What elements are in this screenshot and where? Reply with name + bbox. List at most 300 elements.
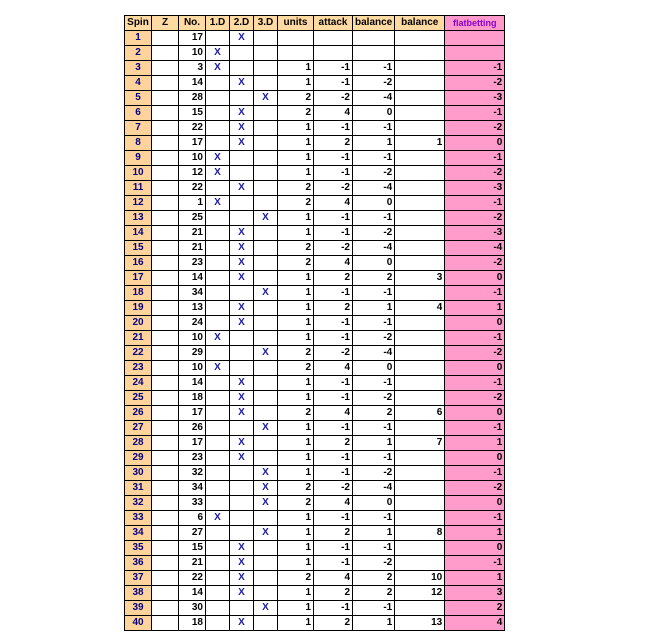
- dozen-3-cell: [254, 616, 278, 631]
- flatbetting-cell: 0: [445, 316, 505, 331]
- dozen-2-cell: X: [230, 376, 254, 391]
- table-row: [125, 331, 505, 346]
- roulette-tracking-table: [124, 15, 505, 631]
- units-cell: 1: [278, 556, 314, 571]
- balance-cell: [395, 106, 445, 121]
- balance-cell: 6: [395, 406, 445, 421]
- z-cell: [152, 601, 179, 616]
- header-dozen-1: 1.D: [206, 16, 230, 31]
- z-cell: [152, 571, 179, 586]
- dozen-3-cell: [254, 106, 278, 121]
- dozen-3-cell: [254, 556, 278, 571]
- dozen-3-cell: X: [254, 421, 278, 436]
- units-cell: 2: [278, 406, 314, 421]
- attack-cell: -1: [314, 376, 353, 391]
- spin-cell: 40: [125, 616, 152, 631]
- dozen-1-cell: X: [206, 196, 230, 211]
- units-cell: 2: [278, 481, 314, 496]
- table-row: [125, 241, 505, 256]
- units-cell: 1: [278, 166, 314, 181]
- spin-cell: 26: [125, 406, 152, 421]
- flatbetting-cell: -2: [445, 346, 505, 361]
- attack-cell: -1: [314, 556, 353, 571]
- dozen-2-cell: [230, 151, 254, 166]
- spin-cell: 12: [125, 196, 152, 211]
- dozen-1-cell: [206, 421, 230, 436]
- flatbetting-cell: -1: [445, 331, 505, 346]
- balance-cell: [395, 61, 445, 76]
- dozen-1-cell: [206, 391, 230, 406]
- flatbetting-cell: -2: [445, 256, 505, 271]
- number-cell: 22: [179, 121, 206, 136]
- dozen-1-cell: [206, 586, 230, 601]
- number-cell: 23: [179, 256, 206, 271]
- dozen-2-cell: [230, 601, 254, 616]
- number-cell: 28: [179, 91, 206, 106]
- dozen-2-cell: X: [230, 451, 254, 466]
- table-row: [125, 481, 505, 496]
- units-cell: 2: [278, 496, 314, 511]
- units-cell: 1: [278, 286, 314, 301]
- dozen-2-cell: X: [230, 541, 254, 556]
- z-cell: [152, 421, 179, 436]
- dozen-3-cell: [254, 541, 278, 556]
- number-cell: 18: [179, 616, 206, 631]
- number-cell: 30: [179, 601, 206, 616]
- table-row: [125, 106, 505, 121]
- number-cell: 34: [179, 286, 206, 301]
- z-cell: [152, 151, 179, 166]
- spin-cell: 15: [125, 241, 152, 256]
- attack-balance-cell: 2: [353, 271, 395, 286]
- dozen-2-cell: X: [230, 241, 254, 256]
- flatbetting-cell: 1: [445, 301, 505, 316]
- attack-balance-cell: -1: [353, 601, 395, 616]
- spin-cell: 3: [125, 61, 152, 76]
- z-cell: [152, 586, 179, 601]
- units-cell: 1: [278, 526, 314, 541]
- z-cell: [152, 166, 179, 181]
- balance-cell: [395, 166, 445, 181]
- table-row: [125, 211, 505, 226]
- dozen-2-cell: X: [230, 316, 254, 331]
- flatbetting-cell: 0: [445, 136, 505, 151]
- flatbetting-cell: -1: [445, 106, 505, 121]
- attack-cell: 2: [314, 586, 353, 601]
- attack-cell: -1: [314, 451, 353, 466]
- number-cell: 10: [179, 46, 206, 61]
- z-cell: [152, 466, 179, 481]
- number-cell: 33: [179, 496, 206, 511]
- flatbetting-cell: -1: [445, 376, 505, 391]
- number-cell: 14: [179, 271, 206, 286]
- dozen-1-cell: [206, 541, 230, 556]
- z-cell: [152, 121, 179, 136]
- attack-balance-cell: 2: [353, 586, 395, 601]
- number-cell: 23: [179, 451, 206, 466]
- header-units: units: [278, 16, 314, 31]
- attack-balance-cell: 0: [353, 361, 395, 376]
- dozen-3-cell: [254, 166, 278, 181]
- table-row: [125, 451, 505, 466]
- dozen-3-cell: X: [254, 526, 278, 541]
- dozen-1-cell: [206, 256, 230, 271]
- units-cell: 1: [278, 586, 314, 601]
- z-cell: [152, 511, 179, 526]
- units-cell: 1: [278, 421, 314, 436]
- dozen-3-cell: [254, 61, 278, 76]
- units-cell: 1: [278, 616, 314, 631]
- attack-cell: -2: [314, 481, 353, 496]
- number-cell: 12: [179, 166, 206, 181]
- table-row: [125, 556, 505, 571]
- table-row: [125, 541, 505, 556]
- spin-cell: 9: [125, 151, 152, 166]
- table-row: [125, 151, 505, 166]
- table-row: [125, 91, 505, 106]
- table-row: [125, 496, 505, 511]
- balance-cell: [395, 196, 445, 211]
- dozen-3-cell: [254, 31, 278, 46]
- spin-cell: 18: [125, 286, 152, 301]
- flatbetting-cell: -4: [445, 241, 505, 256]
- dozen-1-cell: [206, 316, 230, 331]
- attack-balance-cell: -4: [353, 346, 395, 361]
- dozen-2-cell: X: [230, 571, 254, 586]
- dozen-1-cell: X: [206, 511, 230, 526]
- spin-cell: 29: [125, 451, 152, 466]
- z-cell: [152, 31, 179, 46]
- flatbetting-cell: 2: [445, 601, 505, 616]
- table-body: [125, 31, 505, 631]
- units-cell: 1: [278, 76, 314, 91]
- header-attack: attack: [314, 16, 353, 31]
- units-cell: 1: [278, 61, 314, 76]
- dozen-1-cell: [206, 526, 230, 541]
- dozen-3-cell: [254, 256, 278, 271]
- dozen-3-cell: [254, 331, 278, 346]
- attack-cell: -1: [314, 421, 353, 436]
- dozen-1-cell: [206, 481, 230, 496]
- dozen-1-cell: [206, 346, 230, 361]
- attack-cell: 4: [314, 571, 353, 586]
- number-cell: 32: [179, 466, 206, 481]
- flatbetting-cell: -3: [445, 226, 505, 241]
- units-cell: 2: [278, 361, 314, 376]
- attack-cell: 2: [314, 526, 353, 541]
- attack-balance-cell: 0: [353, 256, 395, 271]
- attack-cell: 4: [314, 196, 353, 211]
- table-row: [125, 136, 505, 151]
- dozen-2-cell: [230, 46, 254, 61]
- spin-cell: 21: [125, 331, 152, 346]
- attack-cell: -1: [314, 151, 353, 166]
- number-cell: 3: [179, 61, 206, 76]
- units-cell: 2: [278, 181, 314, 196]
- attack-balance-cell: 1: [353, 136, 395, 151]
- dozen-2-cell: [230, 286, 254, 301]
- spin-cell: 27: [125, 421, 152, 436]
- attack-balance-cell: -1: [353, 511, 395, 526]
- dozen-2-cell: X: [230, 616, 254, 631]
- header-flatbetting: flatbetting: [445, 16, 505, 31]
- spin-cell: 38: [125, 586, 152, 601]
- z-cell: [152, 91, 179, 106]
- units-cell: 1: [278, 511, 314, 526]
- flatbetting-cell: -1: [445, 61, 505, 76]
- table-row: [125, 601, 505, 616]
- table-row: [125, 316, 505, 331]
- spin-cell: 36: [125, 556, 152, 571]
- z-cell: [152, 136, 179, 151]
- dozen-2-cell: [230, 526, 254, 541]
- spin-cell: 14: [125, 226, 152, 241]
- z-cell: [152, 316, 179, 331]
- dozen-2-cell: [230, 361, 254, 376]
- flatbetting-cell: 3: [445, 586, 505, 601]
- units-cell: 1: [278, 271, 314, 286]
- units-cell: 1: [278, 226, 314, 241]
- balance-cell: [395, 496, 445, 511]
- dozen-2-cell: X: [230, 136, 254, 151]
- balance-cell: [395, 151, 445, 166]
- flatbetting-cell: -2: [445, 481, 505, 496]
- spin-cell: 5: [125, 91, 152, 106]
- dozen-1-cell: [206, 181, 230, 196]
- number-cell: 21: [179, 226, 206, 241]
- attack-cell: -1: [314, 331, 353, 346]
- flatbetting-cell: 0: [445, 361, 505, 376]
- attack-cell: -1: [314, 286, 353, 301]
- spin-cell: 1: [125, 31, 152, 46]
- number-cell: 26: [179, 421, 206, 436]
- attack-cell: 2: [314, 301, 353, 316]
- attack-cell: -1: [314, 121, 353, 136]
- table-row: [125, 286, 505, 301]
- dozen-2-cell: X: [230, 226, 254, 241]
- balance-cell: [395, 211, 445, 226]
- balance-cell: [395, 121, 445, 136]
- units-cell: [278, 31, 314, 46]
- flatbetting-cell: [445, 31, 505, 46]
- attack-balance-cell: -2: [353, 466, 395, 481]
- z-cell: [152, 346, 179, 361]
- z-cell: [152, 361, 179, 376]
- flatbetting-cell: [445, 46, 505, 61]
- balance-cell: [395, 91, 445, 106]
- dozen-2-cell: [230, 166, 254, 181]
- spin-cell: 6: [125, 106, 152, 121]
- balance-cell: [395, 31, 445, 46]
- spin-cell: 11: [125, 181, 152, 196]
- flatbetting-cell: 0: [445, 541, 505, 556]
- z-cell: [152, 256, 179, 271]
- attack-balance-cell: -1: [353, 541, 395, 556]
- balance-cell: [395, 331, 445, 346]
- attack-balance-cell: -2: [353, 76, 395, 91]
- spin-cell: 35: [125, 541, 152, 556]
- flatbetting-cell: -1: [445, 466, 505, 481]
- attack-balance-cell: [353, 46, 395, 61]
- number-cell: 13: [179, 301, 206, 316]
- attack-cell: 4: [314, 496, 353, 511]
- number-cell: 1: [179, 196, 206, 211]
- spin-cell: 22: [125, 346, 152, 361]
- header-dozen-3: 3.D: [254, 16, 278, 31]
- dozen-1-cell: [206, 556, 230, 571]
- table-row: [125, 196, 505, 211]
- number-cell: 6: [179, 511, 206, 526]
- header-spin: Spin: [125, 16, 152, 31]
- dozen-3-cell: [254, 301, 278, 316]
- dozen-2-cell: [230, 91, 254, 106]
- spin-cell: 24: [125, 376, 152, 391]
- attack-balance-cell: -1: [353, 286, 395, 301]
- dozen-2-cell: X: [230, 181, 254, 196]
- z-cell: [152, 76, 179, 91]
- z-cell: [152, 541, 179, 556]
- header-z: Z: [152, 16, 179, 31]
- attack-balance-cell: [353, 31, 395, 46]
- dozen-1-cell: [206, 571, 230, 586]
- dozen-3-cell: [254, 511, 278, 526]
- attack-balance-cell: 1: [353, 526, 395, 541]
- attack-cell: -1: [314, 61, 353, 76]
- flatbetting-cell: -2: [445, 76, 505, 91]
- number-cell: 22: [179, 181, 206, 196]
- attack-balance-cell: 2: [353, 571, 395, 586]
- attack-balance-cell: 2: [353, 406, 395, 421]
- attack-cell: -1: [314, 541, 353, 556]
- z-cell: [152, 376, 179, 391]
- dozen-1-cell: [206, 76, 230, 91]
- dozen-3-cell: [254, 406, 278, 421]
- balance-cell: [395, 451, 445, 466]
- units-cell: 2: [278, 106, 314, 121]
- z-cell: [152, 106, 179, 121]
- dozen-3-cell: [254, 316, 278, 331]
- spin-cell: 28: [125, 436, 152, 451]
- z-cell: [152, 406, 179, 421]
- flatbetting-cell: -2: [445, 211, 505, 226]
- units-cell: [278, 46, 314, 61]
- dozen-2-cell: [230, 331, 254, 346]
- dozen-1-cell: [206, 466, 230, 481]
- dozen-1-cell: [206, 451, 230, 466]
- attack-balance-cell: 1: [353, 616, 395, 631]
- attack-cell: -2: [314, 241, 353, 256]
- dozen-1-cell: [206, 271, 230, 286]
- dozen-2-cell: X: [230, 406, 254, 421]
- dozen-3-cell: X: [254, 91, 278, 106]
- spin-cell: 8: [125, 136, 152, 151]
- number-cell: 17: [179, 136, 206, 151]
- table-row: [125, 271, 505, 286]
- balance-cell: 10: [395, 571, 445, 586]
- dozen-3-cell: [254, 46, 278, 61]
- number-cell: 29: [179, 346, 206, 361]
- dozen-1-cell: [206, 136, 230, 151]
- table-row: [125, 376, 505, 391]
- flatbetting-cell: -1: [445, 196, 505, 211]
- attack-cell: -1: [314, 211, 353, 226]
- dozen-2-cell: [230, 211, 254, 226]
- z-cell: [152, 451, 179, 466]
- balance-cell: [395, 226, 445, 241]
- spin-cell: 33: [125, 511, 152, 526]
- units-cell: 1: [278, 601, 314, 616]
- dozen-3-cell: [254, 151, 278, 166]
- units-cell: 2: [278, 91, 314, 106]
- dozen-3-cell: X: [254, 496, 278, 511]
- spin-cell: 32: [125, 496, 152, 511]
- balance-cell: [395, 481, 445, 496]
- attack-cell: -1: [314, 316, 353, 331]
- dozen-1-cell: [206, 496, 230, 511]
- dozen-3-cell: [254, 226, 278, 241]
- attack-cell: -1: [314, 511, 353, 526]
- dozen-3-cell: [254, 361, 278, 376]
- dozen-2-cell: X: [230, 436, 254, 451]
- table-row: [125, 256, 505, 271]
- dozen-1-cell: [206, 286, 230, 301]
- number-cell: 17: [179, 406, 206, 421]
- attack-cell: 4: [314, 406, 353, 421]
- units-cell: 1: [278, 391, 314, 406]
- table-row: [125, 586, 505, 601]
- dozen-1-cell: [206, 301, 230, 316]
- z-cell: [152, 271, 179, 286]
- z-cell: [152, 286, 179, 301]
- attack-balance-cell: -1: [353, 421, 395, 436]
- units-cell: 2: [278, 346, 314, 361]
- flatbetting-cell: 0: [445, 451, 505, 466]
- table-row: [125, 46, 505, 61]
- dozen-3-cell: [254, 571, 278, 586]
- spin-cell: 13: [125, 211, 152, 226]
- dozen-2-cell: [230, 511, 254, 526]
- units-cell: 2: [278, 196, 314, 211]
- dozen-3-cell: [254, 271, 278, 286]
- flatbetting-cell: -2: [445, 121, 505, 136]
- flatbetting-cell: -2: [445, 391, 505, 406]
- header-row: [125, 16, 505, 31]
- dozen-1-cell: X: [206, 61, 230, 76]
- table-row: [125, 571, 505, 586]
- z-cell: [152, 616, 179, 631]
- attack-cell: [314, 46, 353, 61]
- dozen-3-cell: [254, 181, 278, 196]
- flatbetting-cell: 4: [445, 616, 505, 631]
- attack-balance-cell: -1: [353, 451, 395, 466]
- dozen-2-cell: X: [230, 586, 254, 601]
- table-row: [125, 346, 505, 361]
- attack-cell: -2: [314, 91, 353, 106]
- balance-cell: [395, 541, 445, 556]
- units-cell: 2: [278, 256, 314, 271]
- z-cell: [152, 301, 179, 316]
- attack-cell: 4: [314, 361, 353, 376]
- attack-cell: -1: [314, 601, 353, 616]
- table-row: [125, 181, 505, 196]
- dozen-2-cell: [230, 61, 254, 76]
- flatbetting-cell: -1: [445, 151, 505, 166]
- z-cell: [152, 526, 179, 541]
- attack-balance-cell: -2: [353, 331, 395, 346]
- dozen-3-cell: X: [254, 481, 278, 496]
- attack-balance-cell: -4: [353, 91, 395, 106]
- spin-cell: 39: [125, 601, 152, 616]
